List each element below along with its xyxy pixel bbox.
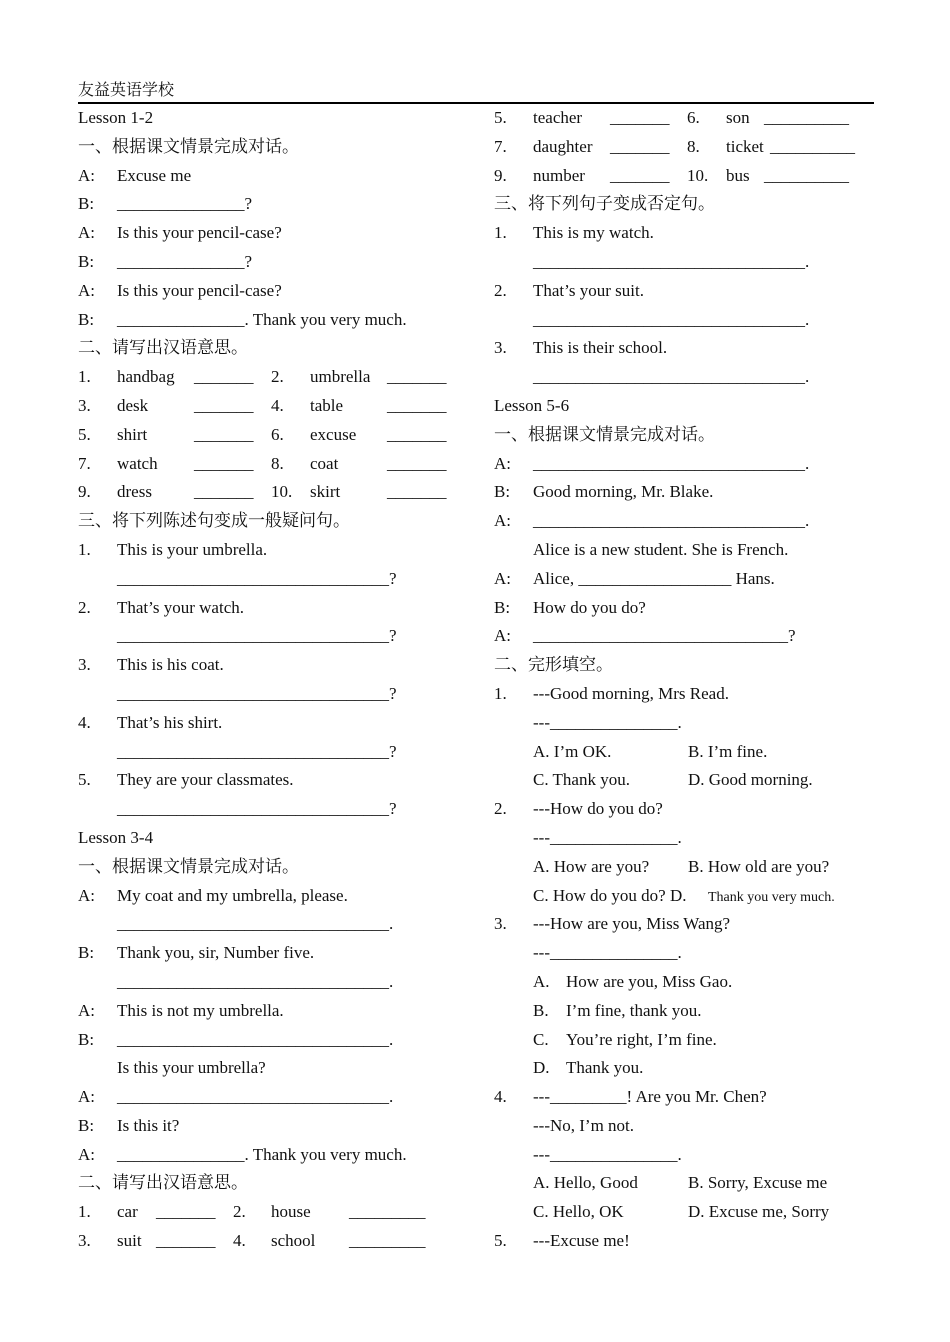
item-number: 6. (687, 108, 700, 127)
dialog-text: Is this your pencil-case? (117, 280, 282, 300)
vocab-row (78, 363, 458, 392)
item-number: 9. (494, 165, 507, 185)
speaker-label: A: (78, 885, 95, 905)
item-number: 5. (78, 424, 91, 444)
option-text: Thank you. (566, 1058, 644, 1078)
item-number: 4. (233, 1231, 246, 1251)
item-number: 5. (78, 770, 91, 790)
dialog-text: This is not my umbrella. (117, 1000, 284, 1020)
section-title: 一、根据课文情景完成对话。 (78, 136, 299, 156)
item-number: 1. (78, 1202, 91, 1222)
item-number: 9. (78, 482, 91, 502)
answer-row (494, 363, 874, 392)
vocab-word: skirt (310, 482, 341, 502)
item-number: 2. (233, 1202, 246, 1222)
option-row (494, 1054, 874, 1083)
answer-blank: _______ (387, 395, 447, 415)
dialog-text: Is this your pencil-case? (117, 223, 282, 243)
vocab-word: coat (310, 453, 339, 473)
dialog-line (78, 1141, 458, 1170)
dialog-line (494, 536, 874, 565)
vocab-word: handbag (117, 367, 175, 387)
answer-row (78, 738, 458, 767)
item-number: 10. (687, 165, 709, 185)
answer-blank: __________ (770, 136, 855, 156)
school-name: 友益英语学校 (78, 82, 175, 99)
answer-row (78, 565, 458, 594)
option-b: B. I’m fine. (688, 741, 768, 761)
section-title: 二、请写出汉语意思。 (78, 1173, 248, 1193)
left-column (78, 104, 458, 1256)
option-row (494, 1198, 874, 1227)
answer-blank: _______ (387, 424, 447, 444)
dialog-line (78, 939, 458, 968)
dialog-text: ________________________________. (117, 1087, 394, 1107)
answer-blank: ---_______________. (533, 943, 682, 963)
option-row (494, 997, 874, 1026)
option-letter: A. (533, 971, 550, 991)
answer-row (78, 622, 458, 651)
question-row (78, 709, 458, 738)
vocab-row (78, 1198, 458, 1227)
speaker-label: B: (78, 1029, 95, 1049)
item-number: 3. (78, 1231, 91, 1251)
dialog-text: ______________________________? (533, 626, 796, 646)
dialog-text: ________________________________. (533, 453, 810, 473)
item-number: 4. (78, 712, 91, 732)
answer-line: ________________________________? (117, 741, 397, 761)
section-title: 二、请写出汉语意思。 (78, 338, 248, 358)
sentence: This is your umbrella. (117, 539, 268, 559)
answer-line: ________________________________? (117, 568, 397, 588)
dialog-text: _______________? (117, 194, 253, 214)
item-number: 8. (271, 453, 284, 473)
speaker-label: B: (494, 482, 511, 502)
section-title: 二、完形填空。 (494, 655, 613, 675)
item-number: 2. (271, 367, 284, 387)
answer-blank: _______ (194, 424, 254, 444)
question-stem: ---_________! Are you Mr. Chen? (533, 1087, 767, 1107)
speaker-label: A: (78, 280, 95, 300)
dialog-text: My coat and my umbrella, please. (117, 885, 348, 905)
question-row (78, 651, 458, 680)
speaker-label: A: (78, 223, 95, 243)
cloze-question (494, 1227, 874, 1256)
sentence: That’s your watch. (117, 597, 244, 617)
section-title: 三、将下列句子变成否定句。 (494, 194, 715, 214)
item-number: 3. (494, 338, 507, 358)
dialog-line (494, 478, 874, 507)
dialog-line (78, 162, 458, 191)
question-stem: ---Excuse me! (533, 1231, 630, 1251)
vocab-word: table (310, 395, 344, 415)
speaker-label: B: (78, 1115, 95, 1135)
dialog-line (78, 219, 458, 248)
cloze-question (494, 795, 874, 824)
dialog-text: Is this it? (117, 1115, 180, 1135)
item-number: 1. (494, 223, 507, 243)
lesson-title: Lesson 5-6 (494, 395, 570, 415)
speaker-label: B: (78, 943, 95, 963)
vocab-word: shirt (117, 424, 148, 444)
speaker-label: A: (78, 165, 95, 185)
section-title: 一、根据课文情景完成对话。 (78, 856, 299, 876)
option-a: A. Hello, Good (533, 1173, 638, 1193)
cloze-blank-row (494, 709, 874, 738)
option-letter: D. (533, 1058, 550, 1078)
sentence: That’s your suit. (533, 280, 644, 300)
vocab-word: car (117, 1202, 138, 1222)
speaker-label: A: (78, 1000, 95, 1020)
option-letter: C. (533, 1029, 549, 1049)
option-letter: B. (533, 1000, 549, 1020)
option-text: How are you, Miss Gao. (566, 971, 733, 991)
speaker-label: B: (78, 194, 95, 214)
dialog-line (78, 277, 458, 306)
option-c: C. Thank you. (533, 770, 630, 790)
answer-blank: _______ (387, 453, 447, 473)
dialog-line (78, 190, 458, 219)
speaker-label: A: (494, 453, 511, 473)
cloze-question (494, 910, 874, 939)
dialog-text: Excuse me (117, 165, 192, 185)
answer-blank: __________ (764, 108, 849, 127)
speaker-label: A: (494, 511, 511, 531)
option-row (494, 1026, 874, 1055)
option-b: B. How old are you? (688, 856, 830, 876)
vocab-row (494, 133, 874, 162)
speaker-label: A: (494, 568, 511, 588)
dialog-line (494, 622, 874, 651)
item-number: 1. (78, 367, 91, 387)
answer-line: ________________________________? (117, 799, 397, 819)
item-number: 4. (494, 1087, 507, 1107)
cloze-blank-row (494, 824, 874, 853)
item-number: 3. (78, 655, 91, 675)
answer-blank: _______ (610, 136, 670, 156)
answer-row (494, 306, 874, 335)
option-c: C. Hello, OK (533, 1202, 624, 1222)
answer-blank: ---_______________. (533, 712, 682, 732)
speaker-label: A: (78, 1087, 95, 1107)
answer-row (78, 680, 458, 709)
dialog-line (78, 968, 458, 997)
question-row (494, 219, 874, 248)
speaker-label: B: (494, 597, 511, 617)
dialog-line (494, 594, 874, 623)
option-a: A. How are you? (533, 856, 650, 876)
vocab-word: school (271, 1231, 316, 1251)
sentence: This is their school. (533, 338, 668, 358)
speaker-label: B: (78, 251, 95, 271)
option-text: I’m fine, thank you. (566, 1000, 702, 1020)
answer-blank: ---_______________. (533, 1144, 682, 1164)
answer-line: ________________________________. (533, 251, 810, 271)
vocab-row (494, 162, 874, 191)
dialog-text: Alice, __________________ Hans. (533, 568, 775, 588)
vocab-word: excuse (310, 424, 357, 444)
vocab-row (78, 392, 458, 421)
option-text: You’re right, I’m fine. (566, 1029, 717, 1049)
vocab-word: umbrella (310, 367, 371, 387)
answer-row (78, 795, 458, 824)
dialog-text: Is this your umbrella? (117, 1058, 266, 1078)
dialog-text: ________________________________. (533, 511, 810, 531)
answer-line: ________________________________? (117, 683, 397, 703)
cloze-blank-row (494, 939, 874, 968)
item-number: 1. (78, 539, 91, 559)
vocab-word: daughter (533, 136, 593, 156)
item-number: 1. (494, 683, 507, 703)
question-stem: ---Good morning, Mrs Read. (533, 683, 729, 703)
speaker-label: B: (78, 309, 95, 329)
question-row (78, 766, 458, 795)
option-row (494, 1169, 874, 1198)
vocab-row (78, 450, 458, 479)
vocab-row (78, 1227, 458, 1256)
answer-blank: _______ (194, 453, 254, 473)
answer-blank: ---_______________. (533, 827, 682, 847)
question-row (494, 334, 874, 363)
item-number: 3. (78, 395, 91, 415)
item-number: 3. (494, 914, 507, 934)
sentence: This is my watch. (533, 223, 654, 243)
right-column (494, 104, 874, 1256)
dialog-line (78, 1083, 458, 1112)
answer-blank: _______ (194, 482, 254, 502)
answer-line: ________________________________. (533, 309, 810, 329)
answer-blank: __________ (764, 165, 849, 185)
option-b: B. Sorry, Excuse me (688, 1173, 828, 1193)
dialog-text: ---No, I’m not. (533, 1115, 635, 1135)
answer-line: ________________________________. (533, 367, 810, 387)
section-title: 一、根据课文情景完成对话。 (494, 424, 715, 444)
dialog-line (78, 1054, 458, 1083)
vocab-word: teacher (533, 108, 583, 127)
page-header (78, 80, 874, 104)
option-row (494, 853, 874, 882)
dialog-text: Alice is a new student. She is French. (533, 539, 789, 559)
dialog-text: How do you do? (533, 597, 646, 617)
dialog-line (494, 1112, 874, 1141)
vocab-row (78, 478, 458, 507)
dialog-text: ________________________________. (117, 914, 394, 934)
dialog-text: _______________. Thank you very much. (117, 309, 407, 329)
item-number: 5. (494, 1231, 507, 1251)
dialog-line (78, 1026, 458, 1055)
dialog-text: ________________________________. (117, 971, 394, 991)
speaker-label: A: (78, 1144, 95, 1164)
dialog-text: Good morning, Mr. Blake. (533, 482, 714, 502)
dialog-line (494, 450, 874, 479)
item-number: 2. (78, 597, 91, 617)
vocab-word: suit (117, 1231, 142, 1251)
item-number: 7. (494, 136, 507, 156)
item-number: 2. (494, 280, 507, 300)
dialog-text: Thank you, sir, Number five. (117, 943, 315, 963)
option-row (494, 766, 874, 795)
dialog-line (78, 1112, 458, 1141)
option-row (494, 882, 874, 911)
vocab-word: desk (117, 395, 149, 415)
option-c: C. How do you do? D. (533, 885, 687, 905)
vocab-row (494, 104, 874, 133)
vocab-word: house (271, 1202, 311, 1222)
dialog-text: _______________? (117, 251, 253, 271)
answer-blank: _______ (156, 1202, 216, 1222)
dialog-text: ________________________________. (117, 1029, 394, 1049)
answer-line: ________________________________? (117, 626, 397, 646)
item-number: 4. (271, 395, 284, 415)
item-number: 8. (687, 136, 700, 156)
vocab-word: dress (117, 482, 152, 502)
answer-blank: _______ (387, 367, 447, 387)
dialog-line (78, 306, 458, 335)
dialog-line (494, 507, 874, 536)
answer-blank: _______ (387, 482, 447, 502)
option-d: Thank you very much. (708, 889, 835, 905)
cloze-question (494, 680, 874, 709)
vocab-word: number (533, 165, 585, 185)
question-row (78, 594, 458, 623)
option-d: D. Excuse me, Sorry (688, 1202, 830, 1222)
answer-blank: _______ (610, 165, 670, 185)
answer-blank: _________ (349, 1231, 426, 1251)
vocab-row (78, 421, 458, 450)
sentence: This is his coat. (117, 655, 224, 675)
answer-row (494, 248, 874, 277)
question-row (78, 536, 458, 565)
lesson-title: Lesson 1-2 (78, 108, 154, 127)
dialog-text: _______________. Thank you very much. (117, 1144, 407, 1164)
answer-blank: _________ (349, 1202, 426, 1222)
vocab-word: watch (117, 453, 158, 473)
answer-blank: _______ (610, 108, 670, 127)
dialog-line (78, 910, 458, 939)
option-d: D. Good morning. (688, 770, 813, 790)
answer-blank: _______ (156, 1231, 216, 1251)
item-number: 2. (494, 799, 507, 819)
dialog-line (78, 882, 458, 911)
lesson-title: Lesson 3-4 (78, 827, 154, 847)
vocab-word: son (726, 108, 750, 127)
item-number: 10. (271, 482, 293, 502)
option-a: A. I’m OK. (533, 741, 612, 761)
option-row (494, 968, 874, 997)
vocab-word: bus (726, 165, 750, 185)
section-title: 三、将下列陈述句变成一般疑问句。 (78, 511, 350, 531)
item-number: 6. (271, 424, 284, 444)
answer-blank: _______ (194, 367, 254, 387)
question-stem: ---How are you, Miss Wang? (533, 914, 731, 934)
vocab-word: ticket (726, 136, 764, 156)
answer-blank: _______ (194, 395, 254, 415)
dialog-line (78, 248, 458, 277)
sentence: That’s his shirt. (117, 712, 223, 732)
dialog-line (494, 565, 874, 594)
option-row (494, 738, 874, 767)
sentence: They are your classmates. (117, 770, 294, 790)
question-row (494, 277, 874, 306)
cloze-blank-row (494, 1141, 874, 1170)
question-stem: ---How do you do? (533, 799, 663, 819)
speaker-label: A: (494, 626, 511, 646)
cloze-question (494, 1083, 874, 1112)
item-number: 7. (78, 453, 91, 473)
dialog-line (78, 997, 458, 1026)
item-number: 5. (494, 108, 507, 127)
